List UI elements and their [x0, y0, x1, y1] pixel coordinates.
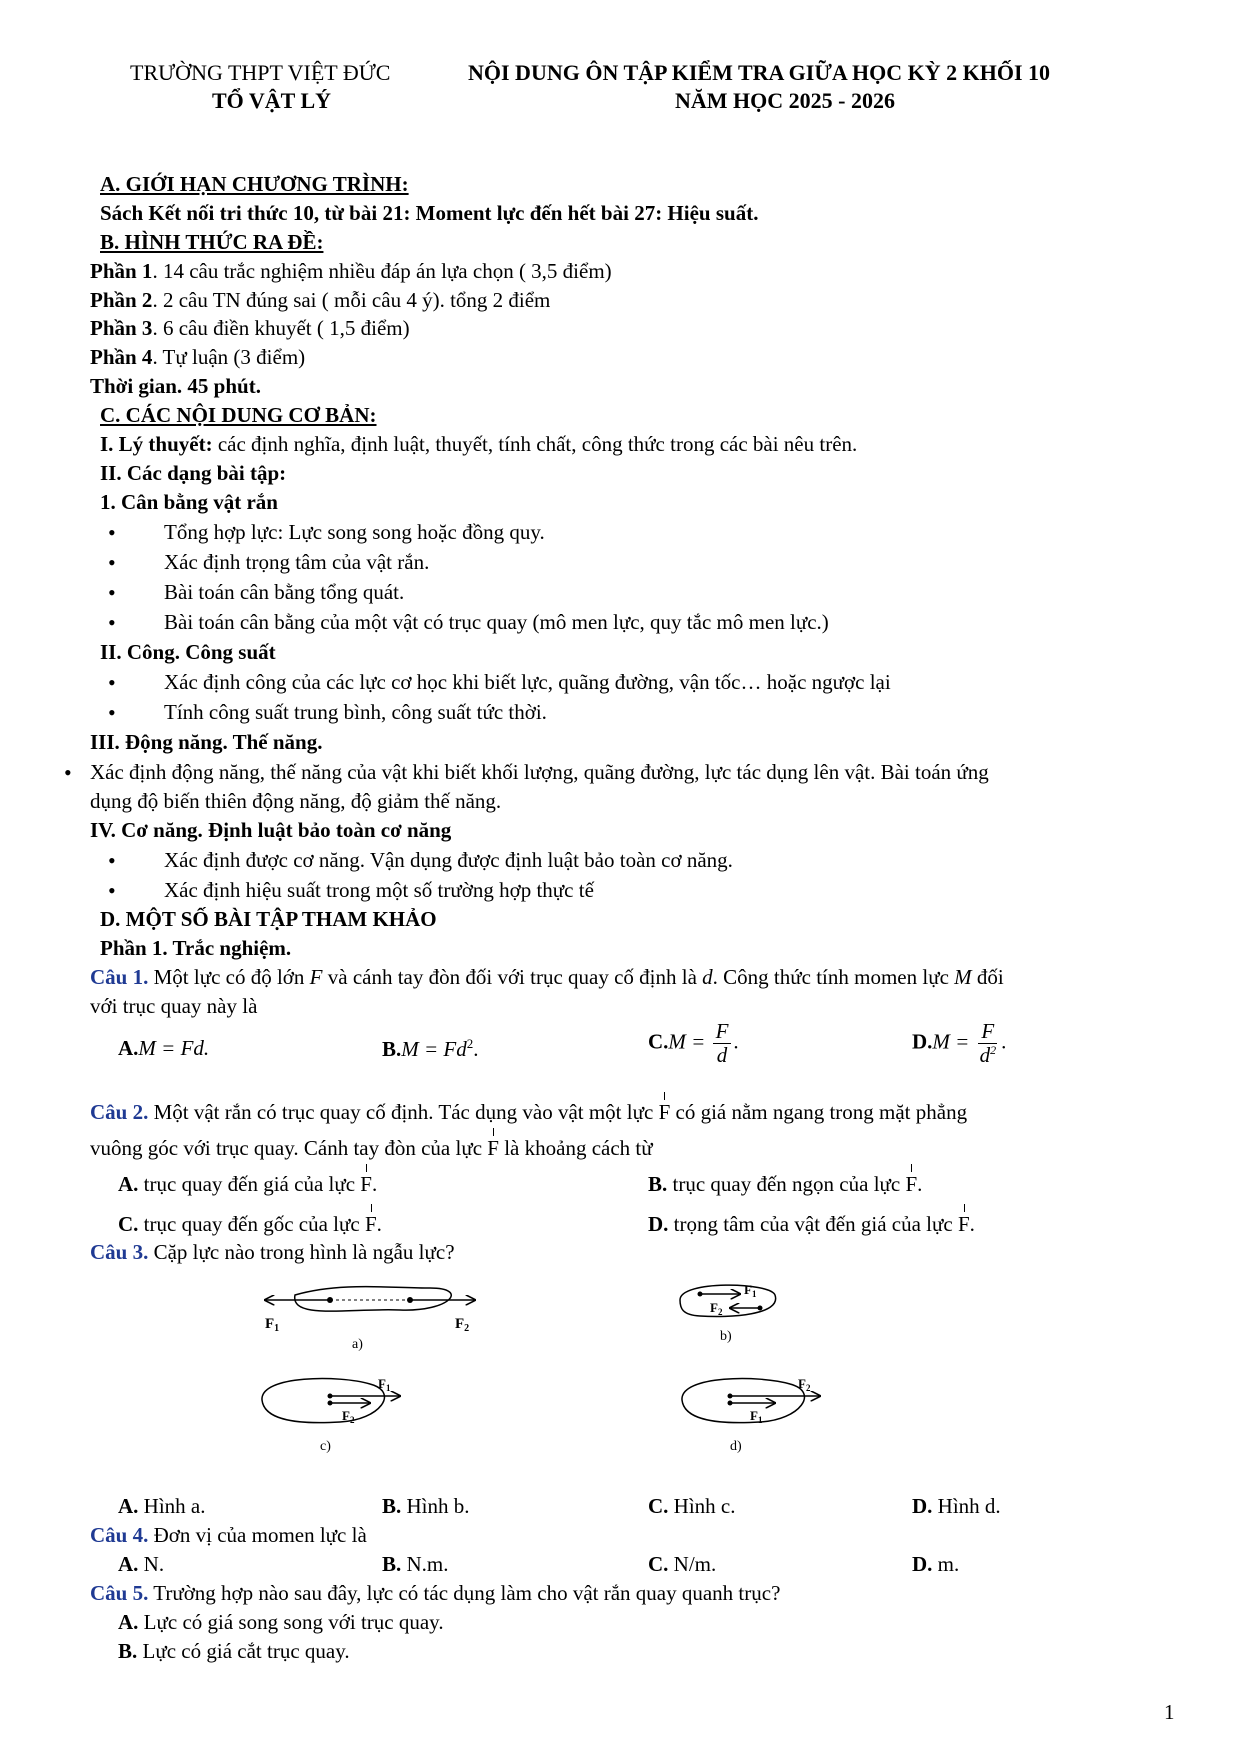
q2-option-d: D. trọng tâm của vật đến giá của lực F.	[648, 1212, 975, 1236]
svg-text:a): a)	[352, 1337, 363, 1352]
part-4-line: Phần 4. Tự luận (3 điểm)	[90, 345, 306, 369]
list-item: • Xác định hiệu suất trong một số trường hợp thực tế	[164, 878, 594, 903]
q3-option-a: A. Hình a.	[118, 1494, 206, 1518]
svg-text:F2: $F_2$	[342, 1408, 355, 1425]
group-1-title: 1. Cân bằng vật rắn	[100, 490, 278, 514]
q1-option-a: A.M = Fd.	[118, 1036, 210, 1060]
svg-text:F2: $F_2$	[710, 1300, 723, 1317]
document-title: NỘI DUNG ÔN TẬP KIỂM TRA GIỮA HỌC KỲ 2 KHỐI 10	[468, 60, 1051, 85]
department-name: TỔ VẬT LÝ	[212, 88, 332, 113]
svg-text:F1: $F_1$	[744, 1282, 757, 1299]
school-name: TRƯỜNG THPT VIỆT ĐỨC	[130, 60, 391, 85]
question-5: Câu 5. Trường hợp nào sau đây, lực có tác dụng làm cho vật rắn quay quanh trục?	[90, 1581, 781, 1605]
section-d-heading: D. MỘT SỐ BÀI TẬP THAM KHẢO	[100, 907, 437, 931]
part-1-heading: Phần 1. Trắc nghiệm.	[100, 936, 292, 960]
q2-option-c: C. trục quay đến gốc của lực F.	[118, 1212, 382, 1236]
q2-option-b: B. trục quay đến ngọn của lực F.	[648, 1172, 923, 1196]
bullet-icon: •	[64, 760, 72, 785]
part-2-line: Phần 2. 2 câu TN đúng sai ( mỗi câu 4 ý). tổng 2 điểm	[90, 288, 551, 312]
q4-option-d: D. m.	[912, 1552, 960, 1576]
section-c-heading: C. CÁC NỘI DUNG CƠ BẢN:	[100, 403, 377, 427]
list-item: • Tổng hợp lực: Lực song song hoặc đồng quy.	[164, 520, 545, 545]
q3-option-d: D. Hình d.	[912, 1494, 1001, 1518]
group-2-title: II. Công. Công suất	[100, 640, 276, 664]
figure-c	[262, 1376, 400, 1454]
list-item: • Xác định được cơ năng. Vận dụng được định luật bảo toàn cơ năng.	[164, 848, 733, 873]
group-4-title: IV. Cơ năng. Định luật bảo toàn cơ năng	[90, 818, 452, 842]
q1-option-d: D.M = $\frac{F}{d^2}$ .	[912, 1019, 1007, 1068]
question-2-line-2: vuông góc với trục quay. Cánh tay đòn của lực F là khoảng cách từ	[90, 1136, 653, 1160]
section-a-text: Sách Kết nối tri thức 10, từ bài 21: Moment lực đến hết bài 27: Hiệu suất.	[100, 201, 759, 225]
svg-text:F2: $F_2$	[798, 1376, 811, 1393]
svg-text:d): d)	[730, 1439, 742, 1454]
svg-text:F1: $F_1$	[378, 1376, 391, 1393]
part-1-line: Phần 1. 14 câu trắc nghiệm nhiều đáp án lựa chọn ( 3,5 điểm)	[90, 259, 612, 283]
theory-line: I. Lý thuyết: các định nghĩa, định luật, thuyết, tính chất, công thức trong các bài nêu trên.	[100, 432, 858, 456]
list-item: • Xác định trọng tâm của vật rắn.	[164, 550, 429, 575]
q1-option-c: C.M = $\frac{F}{d}$ .	[648, 1019, 739, 1068]
figure-a	[265, 1287, 475, 1352]
q5-option-a: A. Lực có giá song song với trục quay.	[118, 1610, 444, 1634]
group-3-text-line-2: dụng độ biến thiên động năng, độ giảm thế năng.	[90, 789, 502, 813]
svg-text:F1: $F_1$	[750, 1408, 763, 1425]
svg-text:b): b)	[720, 1329, 732, 1344]
figure-d	[682, 1376, 820, 1454]
page-number: 1	[1164, 1700, 1175, 1724]
list-item: • Tính công suất trung bình, công suất tức thời.	[164, 700, 547, 725]
list-item: • Xác định công của các lực cơ học khi biết lực, quãng đường, vận tốc… hoặc ngược lại	[164, 670, 891, 695]
exercise-types-heading: II. Các dạng bài tập:	[100, 461, 287, 485]
svg-text:c): c)	[320, 1439, 331, 1454]
q4-option-a: A. N.	[118, 1552, 165, 1576]
q3-option-c: C. Hình c.	[648, 1494, 736, 1518]
q4-option-b: B. N.m.	[382, 1552, 449, 1576]
q3-option-b: B. Hình b.	[382, 1494, 470, 1518]
q1-option-b: $B.M = Fd^2$.	[382, 1036, 479, 1061]
part-3-line: Phần 3. 6 câu điền khuyết ( 1,5 điểm)	[90, 316, 410, 340]
svg-text:F2: $F_2$	[455, 1316, 470, 1334]
question-4: Câu 4. Đơn vị của momen lực là	[90, 1523, 367, 1547]
q4-option-c: C. N/m.	[648, 1552, 717, 1576]
q5-option-b: B. Lực có giá cắt trục quay.	[118, 1639, 350, 1663]
school-year: NĂM HỌC 2025 - 2026	[675, 88, 895, 113]
section-b-heading: B. HÌNH THỨC RA ĐỀ:	[100, 230, 324, 254]
couple-figure	[250, 1280, 870, 1460]
group-3-text-line-1: • Xác định động năng, thế năng của vật khi biết khối lượng, quãng đường, lực tác dụng lên vật. Bài toán ứng	[64, 760, 989, 785]
list-item: • Bài toán cân bằng của một vật có trục quay (mô men lực, quy tắc mô men lực.)	[164, 610, 829, 635]
question-2-line-1: Câu 2. Một vật rắn có trục quay cố định. Tác dụng vào vật một lực F có giá nằm ngang trong mặt phẳng	[90, 1100, 968, 1124]
question-1-line-1: Câu 1. Một lực có độ lớn F và cánh tay đòn đối với trục quay cố định là d. Công thức tính momen lực M đối	[90, 965, 1004, 989]
section-a-heading: A. GIỚI HẠN CHƯƠNG TRÌNH:	[100, 172, 409, 196]
group-3-title: III. Động năng. Thế năng.	[90, 730, 323, 754]
q2-option-a: A. trục quay đến giá của lực F.	[118, 1172, 378, 1196]
question-3: Câu 3. Cặp lực nào trong hình là ngẫu lực?	[90, 1240, 455, 1264]
question-1-line-2: với trục quay này là	[90, 994, 258, 1018]
list-item: • Bài toán cân bằng tổng quát.	[164, 580, 404, 605]
exam-time: Thời gian. 45 phút.	[90, 374, 261, 398]
svg-text:F1: $F_1$	[265, 1316, 280, 1334]
figure-b	[680, 1282, 776, 1344]
